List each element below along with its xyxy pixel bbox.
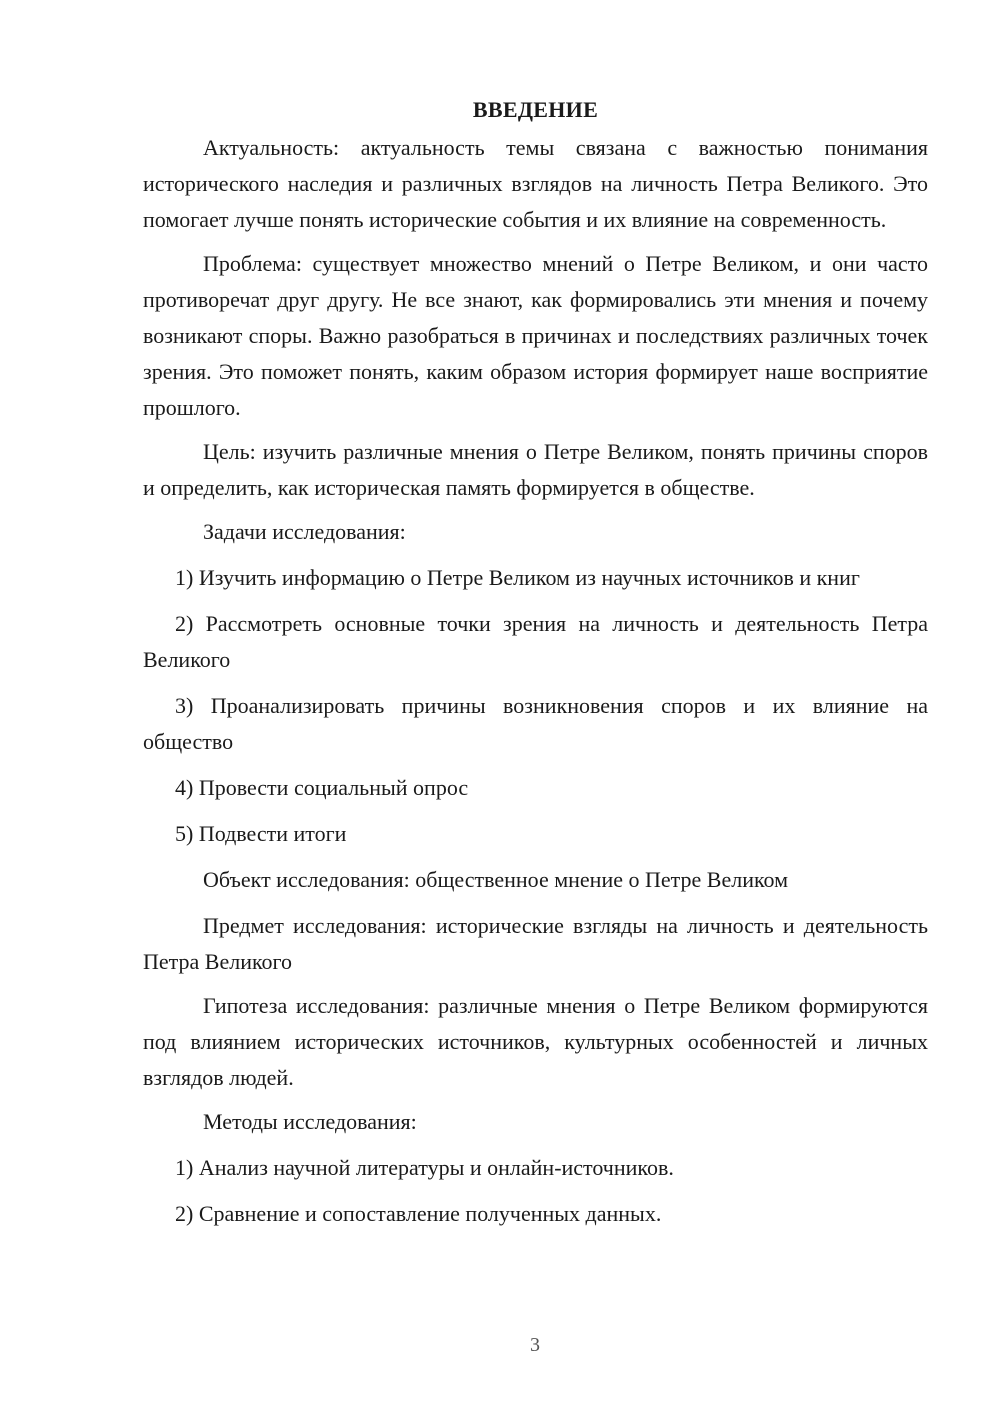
page-number: 3 [530, 1334, 540, 1356]
methods-heading: Методы исследования: [203, 1109, 417, 1134]
page-title: ВВЕДЕНИЕ [472, 97, 599, 122]
list-item: 5) Подвести итоги [175, 821, 347, 846]
list-item: 2) Рассмотреть основные точки зрения на личность и деятельность Петра Великого [143, 611, 928, 672]
paragraph-problem: Проблема: существует множество мнений о Петре Великом, и они часто противоречат друг другу. Не все знают, как формировались эти мнения и почему возникают споры. Важно разобраться в причинах и последствиях различных точек зрения. Это поможет понять, каким образом история формирует наше восприятие прошлого. [143, 251, 928, 420]
list-item: 1) Изучить информацию о Петре Великом из научных источников и книг [175, 565, 860, 590]
list-item: 3) Проанализировать причины возникновения споров и их влияние на общество [143, 693, 928, 754]
paragraph-subject: Предмет исследования: исторические взгляды на личность и деятельность Петра Великого [143, 913, 928, 974]
list-item: 4) Провести социальный опрос [175, 775, 469, 800]
tasks-heading: Задачи исследования: [203, 519, 406, 544]
page-body [143, 92, 928, 1242]
paragraph-relevance: Актуальность: актуальность темы связана с важностью понимания исторического наследия и различных взглядов на личность Петра Великого. Это помогает лучше понять исторические события и их влияние на современность. [143, 135, 928, 232]
list-item: 2) Сравнение и сопоставление полученных данных. [175, 1201, 662, 1226]
list-item: 1) Анализ научной литературы и онлайн-источников. [175, 1155, 674, 1180]
paragraph-object: Объект исследования: общественное мнение о Петре Великом [203, 867, 789, 892]
paragraph-goal: Цель: изучить различные мнения о Петре Великом, понять причины споров и определить, как историческая память формируется в обществе. [143, 439, 928, 500]
paragraph-hypothesis: Гипотеза исследования: различные мнения о Петре Великом формируются под влиянием исторических источников, культурных особенностей и личных взглядов людей. [143, 993, 928, 1090]
